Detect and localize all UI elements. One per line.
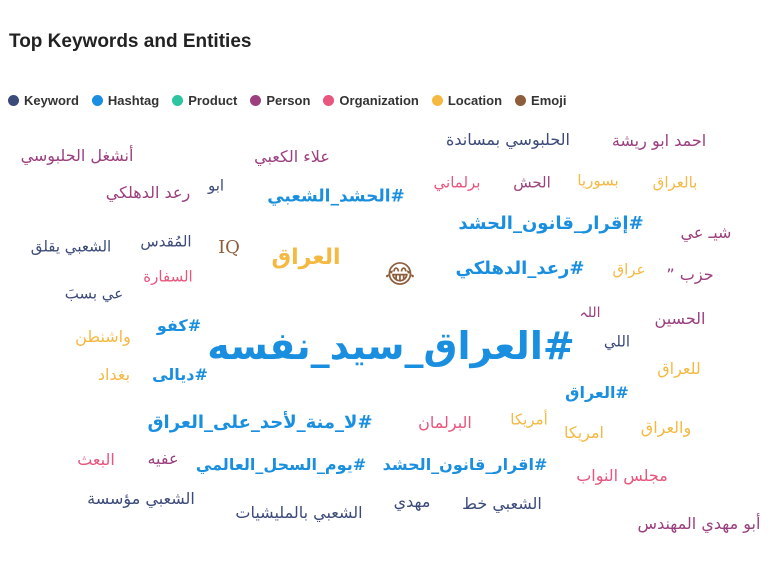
cloud-word: ابو [207,176,225,195]
legend-label: Person [266,93,311,108]
cloud-word: بالعراق [652,173,698,192]
cloud-word: المُقدس [140,232,192,251]
cloud-word: حزب ” [666,265,714,284]
cloud-word: عي بسبَ [64,284,124,303]
legend-label: Keyword [24,93,79,108]
emoji-word: IQ [218,237,240,258]
legend-label: Hashtag [107,93,160,108]
cloud-word: والعراق [640,418,692,437]
emoji-word: 😂 [384,260,416,290]
legend-label: Organization [339,93,419,108]
cloud-word: #رعد_الدهلكي [455,258,585,279]
cloud-word: البعث [77,450,115,469]
legend-label: Emoji [531,93,567,108]
cloud-word: البرلمان [418,413,472,432]
cloud-word: #العراق [565,383,629,402]
chart-title: Top Keywords and Entities [9,31,252,52]
cloud-word: برلماني [433,173,481,192]
cloud-word: أنشغل الحلبوسي [20,146,134,165]
legend-label: Product [188,93,238,108]
cloud-word: #إقرار_قانون_الحشد [458,213,644,234]
cloud-word: #ديالى [152,365,208,384]
cloud-word: بسوريا [577,171,619,190]
cloud-word: الشعبي يقلق [30,237,112,256]
cloud-word: اللي [603,332,631,351]
cloud-word: واشنطن [75,327,131,346]
cloud-word: أبو مهدي المهندس [637,514,761,533]
cloud-word: العراق [271,245,341,270]
cloud-word: شيـ عي [680,223,732,242]
cloud-word: مجلس النواب [576,466,668,485]
cloud-word: للعراق [657,359,701,378]
cloud-word: الشعبي خط [462,494,542,513]
cloud-word: #لا_منة_لأحد_على_العراق [147,412,373,433]
cloud-word: اللہ [579,305,601,321]
cloud-word: #كفو [156,316,202,335]
cloud-word: الشعبي مؤسسة [87,489,195,508]
cloud-word: أمريكا [510,410,548,429]
cloud-word: الحسين [654,309,706,328]
cloud-word: علاء الكعبي [254,147,330,166]
cloud-word: الحش [513,173,551,192]
cloud-word: #يوم_السحل_العالمي [195,455,367,474]
cloud-word: #اقرار_قانون_الحشد [382,455,548,474]
cloud-word: رعد الدهلكي [105,183,191,202]
cloud-word: الشعبي بالمليشيات [235,503,363,522]
cloud-word: #الحشد_الشعبي [267,186,405,207]
cloud-word: #العراق_سيد_نفسه [207,324,575,368]
cloud-word: الحلبوسي بمساندة [446,130,570,149]
cloud-word: السفارة [143,267,193,286]
cloud-word: عراق [612,260,646,279]
cloud-word: احمد ابو ريشة [611,131,707,150]
legend-label: Location [447,93,503,108]
cloud-word: امريكا [563,423,605,442]
cloud-word: بغداد [97,365,131,384]
cloud-word: عفيه [147,449,179,468]
cloud-word: مهدي [393,492,431,511]
